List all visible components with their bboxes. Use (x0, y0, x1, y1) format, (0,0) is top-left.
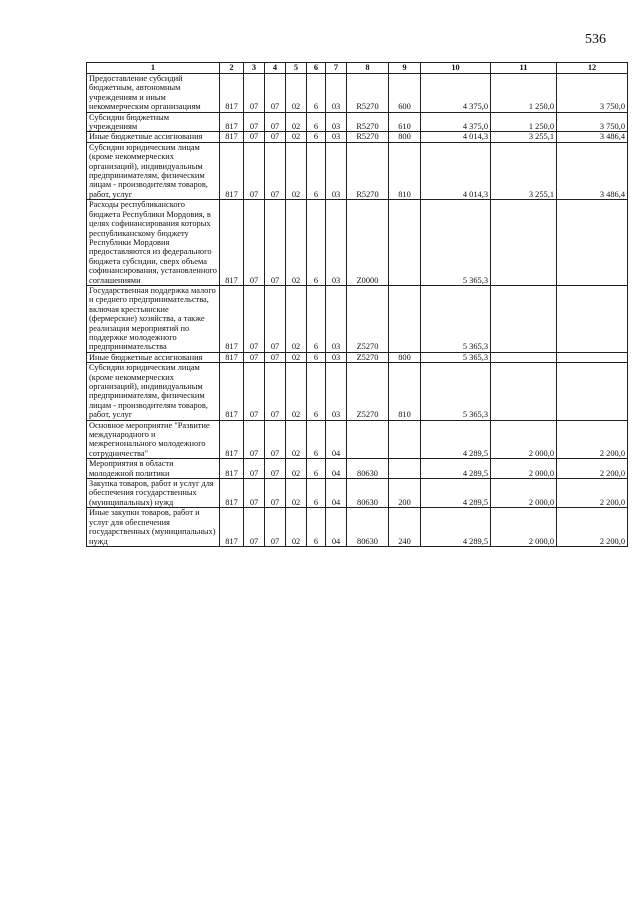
cell-col12: 3 750,0 (557, 112, 628, 132)
row-description: Основное мероприятие "Развитие международного и межрегионального молодежного сотрудничества" (87, 420, 220, 459)
cell-col10: 4 289,5 (421, 459, 491, 479)
cell-col9: 200 (389, 479, 421, 508)
cell-col3: 07 (244, 479, 265, 508)
header-cell-7: 7 (326, 63, 347, 74)
cell-col2: 817 (220, 132, 244, 142)
cell-col7: 04 (326, 459, 347, 479)
cell-col5: 02 (286, 363, 307, 420)
cell-col12: 3 750,0 (557, 74, 628, 113)
cell-col8: 80630 (347, 459, 389, 479)
row-description: Государственная поддержка малого и среднего предпринимательства, включая крестьянские (фермерские) хозяйства, а также реализация мероприятий по поддержке молодежного предпринимательства (87, 285, 220, 352)
table-row (87, 200, 628, 286)
header-cell-5: 5 (286, 63, 307, 74)
cell-col8: Z5270 (347, 285, 389, 352)
cell-col11 (491, 285, 557, 352)
header-cell-12: 12 (557, 63, 628, 74)
cell-col10: 4 289,5 (421, 479, 491, 508)
cell-col9: 610 (389, 112, 421, 132)
cell-col6: 6 (307, 132, 326, 142)
cell-col11: 1 250,0 (491, 74, 557, 113)
cell-col6: 6 (307, 352, 326, 362)
cell-col7: 03 (326, 285, 347, 352)
table-row (87, 363, 628, 420)
cell-col8: R5270 (347, 112, 389, 132)
cell-col4: 07 (265, 459, 286, 479)
cell-col6: 6 (307, 479, 326, 508)
cell-col10: 5 365,3 (421, 285, 491, 352)
row-description: Субсидии юридическим лицам (кроме некоммерческих организаций), индивидуальным предпринимателям, физическим лицам - производителям товаров, работ, услуг (87, 363, 220, 420)
cell-col10: 5 365,3 (421, 200, 491, 286)
cell-col4: 07 (265, 363, 286, 420)
cell-col11: 3 255,1 (491, 132, 557, 142)
cell-col8: R5270 (347, 74, 389, 113)
table-row (87, 459, 628, 479)
cell-col5: 02 (286, 459, 307, 479)
cell-col6: 6 (307, 420, 326, 459)
table-row (87, 420, 628, 459)
cell-col3: 07 (244, 142, 265, 199)
cell-col4: 07 (265, 508, 286, 547)
cell-col12: 2 200,0 (557, 479, 628, 508)
cell-col3: 07 (244, 74, 265, 113)
cell-col5: 02 (286, 420, 307, 459)
row-description: Иные бюджетные ассигнования (87, 352, 220, 362)
cell-col6: 6 (307, 459, 326, 479)
table-row (87, 285, 628, 352)
cell-col12: 3 486,4 (557, 132, 628, 142)
cell-col4: 07 (265, 132, 286, 142)
header-cell-2: 2 (220, 63, 244, 74)
cell-col9 (389, 420, 421, 459)
cell-col3: 07 (244, 352, 265, 362)
cell-col2: 817 (220, 508, 244, 547)
header-cell-11: 11 (491, 63, 557, 74)
cell-col11: 2 000,0 (491, 479, 557, 508)
cell-col3: 07 (244, 285, 265, 352)
cell-col6: 6 (307, 112, 326, 132)
cell-col12 (557, 200, 628, 286)
cell-col12: 2 200,0 (557, 508, 628, 547)
cell-col9: 810 (389, 142, 421, 199)
cell-col3: 07 (244, 459, 265, 479)
cell-col10: 4 014,3 (421, 132, 491, 142)
page-number: 536 (585, 32, 606, 47)
table-row (87, 352, 628, 362)
header-cell-6: 6 (307, 63, 326, 74)
cell-col6: 6 (307, 285, 326, 352)
cell-col5: 02 (286, 352, 307, 362)
cell-col4: 07 (265, 74, 286, 113)
table-row (87, 74, 628, 113)
cell-col12 (557, 363, 628, 420)
cell-col6: 6 (307, 74, 326, 113)
cell-col7: 03 (326, 363, 347, 420)
cell-col7: 03 (326, 112, 347, 132)
cell-col5: 02 (286, 112, 307, 132)
cell-col12: 2 200,0 (557, 420, 628, 459)
table-row (87, 508, 628, 547)
cell-col4: 07 (265, 285, 286, 352)
cell-col6: 6 (307, 508, 326, 547)
header-row (87, 63, 628, 74)
cell-col2: 817 (220, 142, 244, 199)
table-row (87, 132, 628, 142)
cell-col2: 817 (220, 112, 244, 132)
cell-col2: 817 (220, 200, 244, 286)
cell-col2: 817 (220, 363, 244, 420)
cell-col7: 03 (326, 74, 347, 113)
row-description: Закупка товаров, работ и услуг для обеспечения государственных (муниципальных) нужд (87, 479, 220, 508)
cell-col7: 04 (326, 420, 347, 459)
cell-col12: 2 200,0 (557, 459, 628, 479)
header-cell-4: 4 (265, 63, 286, 74)
cell-col8: Z5270 (347, 352, 389, 362)
cell-col3: 07 (244, 363, 265, 420)
cell-col3: 07 (244, 112, 265, 132)
cell-col4: 07 (265, 479, 286, 508)
cell-col8: 80630 (347, 508, 389, 547)
cell-col6: 6 (307, 200, 326, 286)
cell-col2: 817 (220, 420, 244, 459)
row-description: Предоставление субсидий бюджетным, автономным учреждениям и иным некоммерческим организациям (87, 74, 220, 113)
table-header (87, 63, 628, 74)
row-description: Иные закупки товаров, работ и услуг для обеспечения государственных (муниципальных) нужд (87, 508, 220, 547)
cell-col4: 07 (265, 352, 286, 362)
cell-col10: 5 365,3 (421, 363, 491, 420)
header-cell-8: 8 (347, 63, 389, 74)
cell-col9 (389, 459, 421, 479)
cell-col9: 240 (389, 508, 421, 547)
cell-col11 (491, 352, 557, 362)
cell-col2: 817 (220, 459, 244, 479)
cell-col5: 02 (286, 479, 307, 508)
cell-col9 (389, 285, 421, 352)
cell-col7: 03 (326, 200, 347, 286)
cell-col9: 800 (389, 132, 421, 142)
row-description: Мероприятия в области молодежной политики (87, 459, 220, 479)
table-row (87, 112, 628, 132)
cell-col2: 817 (220, 479, 244, 508)
cell-col2: 817 (220, 352, 244, 362)
cell-col9: 800 (389, 352, 421, 362)
cell-col11 (491, 363, 557, 420)
cell-col9: 600 (389, 74, 421, 113)
cell-col8: Z5270 (347, 363, 389, 420)
table-row (87, 142, 628, 199)
cell-col7: 03 (326, 132, 347, 142)
cell-col10: 5 365,3 (421, 352, 491, 362)
header-cell-3: 3 (244, 63, 265, 74)
cell-col3: 07 (244, 508, 265, 547)
cell-col5: 02 (286, 132, 307, 142)
cell-col9 (389, 200, 421, 286)
cell-col8: R5270 (347, 142, 389, 199)
cell-col10: 4 375,0 (421, 112, 491, 132)
cell-col12: 3 486,4 (557, 142, 628, 199)
row-description: Расходы республиканского бюджета Республики Мордовия, в целях софинансирования которых республиканскому бюджету Республики Мордовия предоставляются из федерального бюджета субсидии, сверх объема софинансирования, установленного соглашениями (87, 200, 220, 286)
row-description: Субсидии юридическим лицам (кроме некоммерческих организаций), индивидуальным предпринимателям, физическим лицам - производителям товаров, работ, услуг (87, 142, 220, 199)
cell-col7: 04 (326, 508, 347, 547)
cell-col7: 03 (326, 142, 347, 199)
cell-col5: 02 (286, 142, 307, 199)
cell-col8: 80630 (347, 479, 389, 508)
cell-col3: 07 (244, 132, 265, 142)
cell-col4: 07 (265, 420, 286, 459)
cell-col6: 6 (307, 142, 326, 199)
table-body (87, 74, 628, 547)
cell-col8: Z0000 (347, 200, 389, 286)
cell-col7: 03 (326, 352, 347, 362)
header-cell-10: 10 (421, 63, 491, 74)
cell-col5: 02 (286, 74, 307, 113)
cell-col3: 07 (244, 200, 265, 286)
cell-col10: 4 289,5 (421, 420, 491, 459)
cell-col11: 2 000,0 (491, 420, 557, 459)
cell-col5: 02 (286, 285, 307, 352)
header-cell-9: 9 (389, 63, 421, 74)
cell-col4: 07 (265, 142, 286, 199)
cell-col11: 2 000,0 (491, 459, 557, 479)
cell-col4: 07 (265, 112, 286, 132)
row-description: Иные бюджетные ассигнования (87, 132, 220, 142)
cell-col10: 4 375,0 (421, 74, 491, 113)
cell-col12 (557, 285, 628, 352)
cell-col5: 02 (286, 200, 307, 286)
cell-col10: 4 014,3 (421, 142, 491, 199)
header-cell-1: 1 (87, 63, 220, 74)
cell-col11 (491, 200, 557, 286)
cell-col7: 04 (326, 479, 347, 508)
cell-col8: R5270 (347, 132, 389, 142)
budget-table (86, 62, 628, 547)
cell-col11: 2 000,0 (491, 508, 557, 547)
cell-col12 (557, 352, 628, 362)
cell-col3: 07 (244, 420, 265, 459)
cell-col2: 817 (220, 74, 244, 113)
cell-col4: 07 (265, 200, 286, 286)
cell-col10: 4 289,5 (421, 508, 491, 547)
cell-col6: 6 (307, 363, 326, 420)
cell-col2: 817 (220, 285, 244, 352)
cell-col9: 810 (389, 363, 421, 420)
row-description: Субсидии бюджетным учреждениям (87, 112, 220, 132)
cell-col11: 1 250,0 (491, 112, 557, 132)
cell-col8 (347, 420, 389, 459)
cell-col5: 02 (286, 508, 307, 547)
cell-col11: 3 255,1 (491, 142, 557, 199)
table-row (87, 479, 628, 508)
